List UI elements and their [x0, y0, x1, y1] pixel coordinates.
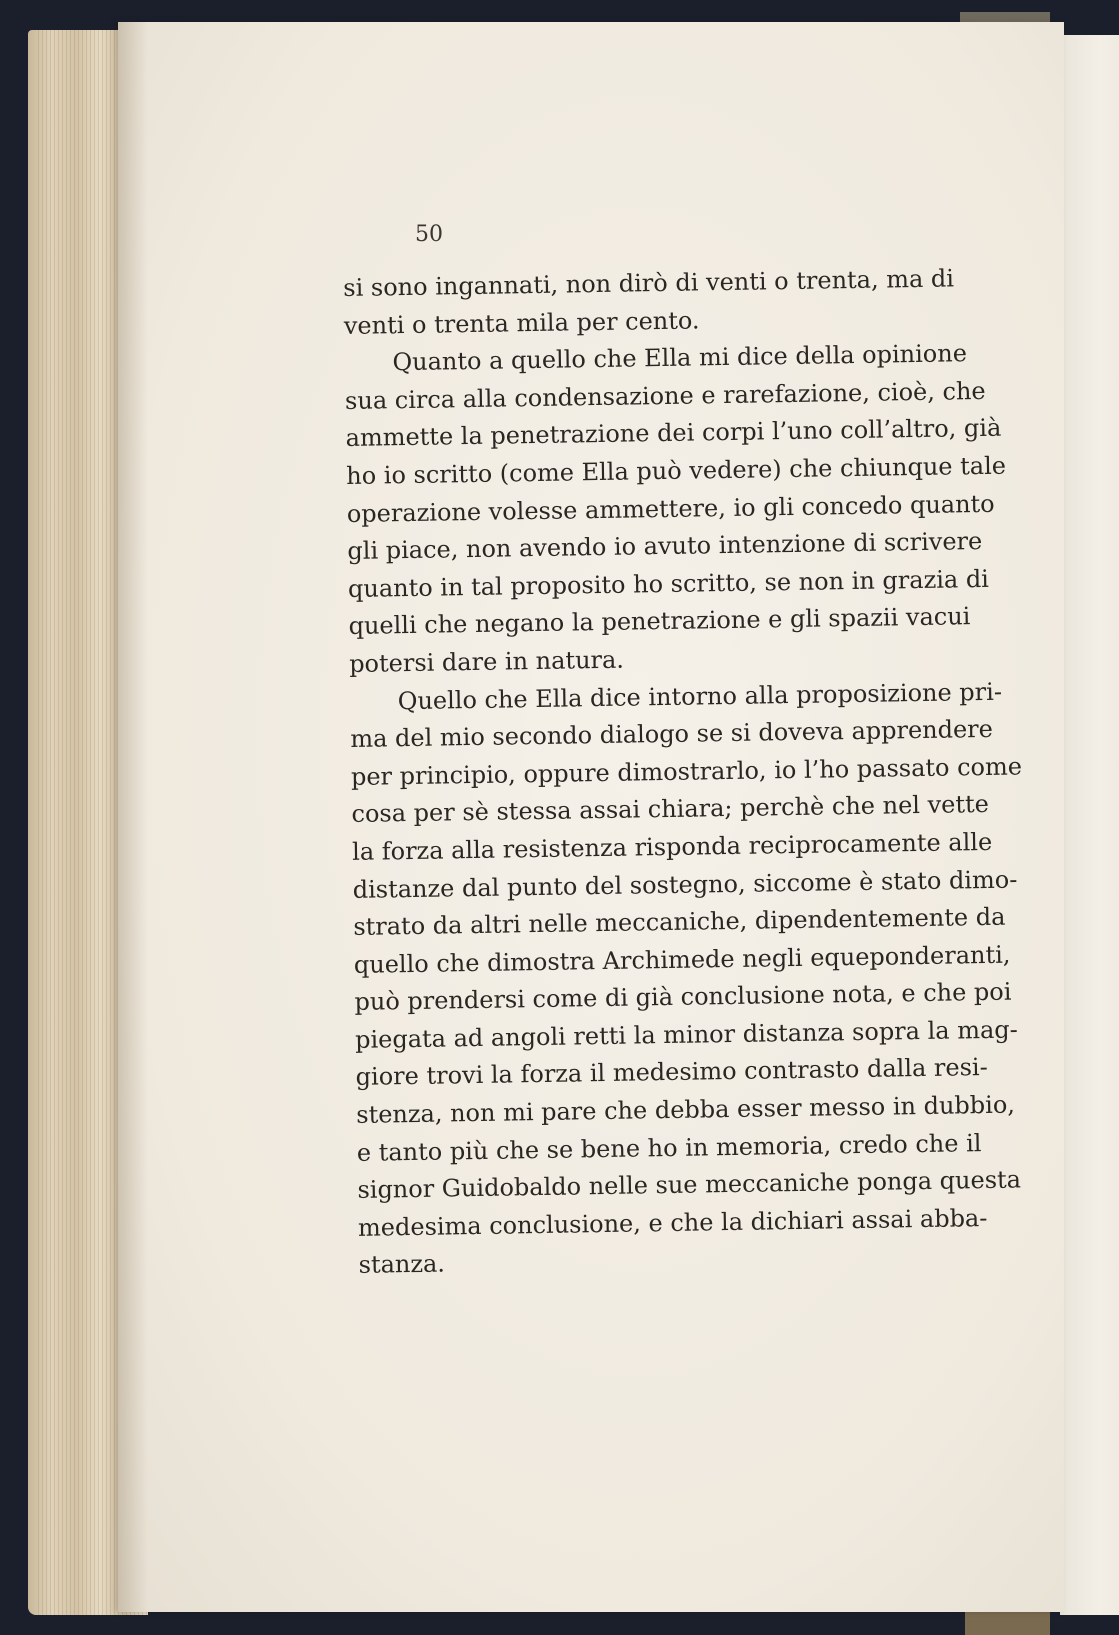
text-line: venti o trenta mila per cento.	[343, 306, 700, 340]
text-line: stanza.	[358, 1249, 446, 1280]
text-line: cosa per sè stessa assai chiara; perchè che nel vette	[351, 790, 990, 829]
text-line: Quello che Ella dice intorno alla proposizione pri-	[397, 677, 1003, 715]
text-line: distanze dal punto del sostegno, siccome è stato dimo-	[352, 864, 1018, 904]
book-page	[118, 22, 1064, 1612]
text-line: per principio, oppure dimostrarlo, io l’ho passato come	[350, 752, 1023, 791]
text-line: la forza alla resistenza risponda reciprocamente alle	[351, 827, 993, 866]
text-line: quelli che negano la penetrazione e gli spazii vacui	[348, 602, 971, 641]
text-line: si sono ingannati, non dirò di venti o trenta, ma di	[343, 264, 955, 302]
text-line: giore trovi la forza il medesimo contrasto dalla resi-	[355, 1053, 988, 1092]
text-line: ho io scritto (come Ella può vedere) che chiunque tale	[346, 451, 1007, 490]
body-text	[343, 260, 1023, 1284]
text-line: Quanto a quello che Ella mi dice della opinione	[392, 339, 968, 377]
facing-page-edge	[1060, 35, 1119, 1615]
text-line: può prendersi come di già conclusione nota, e che poi	[354, 977, 1012, 1017]
text-line: potersi dare in natura.	[348, 645, 625, 678]
text-line: operazione volesse ammettere, io gli concedo quanto	[346, 489, 995, 528]
text-line: signor Guidobaldo nelle sue meccaniche ponga questa	[357, 1165, 1022, 1205]
text-line: strato da altri nelle meccaniche, dipendentemente da	[353, 902, 1006, 942]
text-line: piegata ad angoli retti la minor distanza sopra la mag-	[354, 1015, 1018, 1054]
text-line: medesima conclusione, e che la dichiari assai abba-	[357, 1203, 988, 1242]
text-line: quello che dimostra Archimede negli equeponderanti,	[353, 940, 1011, 979]
text-line: gli piace, non avendo io avuto intenzione di scrivere	[347, 527, 983, 566]
page-number: 50	[415, 222, 443, 247]
text-line: quanto in tal proposito ho scritto, se non in grazia di	[347, 564, 990, 603]
text-line: stenza, non mi pare che debba esser messo in dubbio,	[356, 1090, 1016, 1129]
text-line: ma del mio secondo dialogo se si doveva apprendere	[350, 714, 994, 754]
text-line: ammette la penetrazione dei corpi l’uno coll’altro, già	[345, 414, 1002, 453]
text-line: sua circa alla condensazione e rarefazione, cioè, che	[344, 376, 986, 415]
text-line: e tanto più che se bene ho in memoria, credo che il	[356, 1128, 982, 1167]
